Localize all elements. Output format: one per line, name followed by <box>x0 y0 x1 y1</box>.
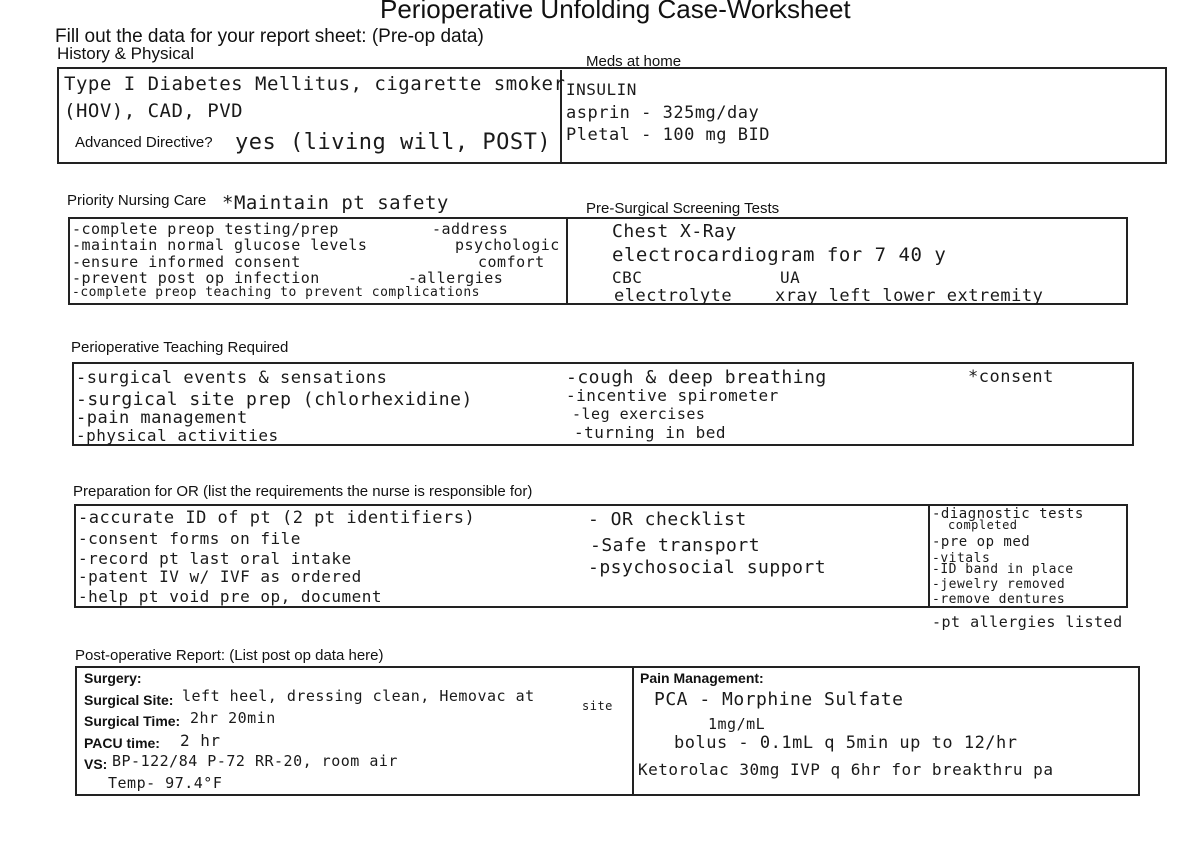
worksheet-title: Perioperative Unfolding Case-Worksheet <box>380 0 851 24</box>
history-line2: (HOV), CAD, PVD <box>64 100 244 122</box>
or-prep-divider <box>928 506 930 606</box>
screening-row2: electrocardiogram for 7 40 y <box>612 244 947 266</box>
pain-item: bolus - 0.1mL q 5min up to 12/hr <box>674 733 1018 753</box>
or-col3-item: -diagnostic tests <box>932 506 1084 522</box>
priority-header-note: *Maintain pt safety <box>222 192 449 214</box>
or-col2-item: - OR checklist <box>588 509 747 530</box>
time-label: Surgical Time: <box>84 713 181 729</box>
teaching-right-item: -leg exercises <box>572 405 706 423</box>
site-label: Surgical Site: <box>84 692 174 708</box>
med-item: INSULIN <box>566 80 637 99</box>
pacu-value: 2 hr <box>180 731 221 750</box>
priority-right-item: -address <box>432 220 509 238</box>
pain-item: PCA - Morphine Sulfate <box>654 689 904 710</box>
teaching-right-item: -cough & deep breathing <box>566 367 827 388</box>
teaching-left-item: -physical activities <box>76 426 279 445</box>
pacu-label: PACU time: <box>84 735 160 751</box>
screening-row4a: electrolyte <box>614 286 733 306</box>
or-col3-item: completed <box>948 518 1018 532</box>
surgery-label: Surgery: <box>84 670 142 686</box>
history-label: History & Physical <box>57 44 194 63</box>
teaching-left-item: -pain management <box>76 408 248 428</box>
or-col3-item: -vitals <box>932 551 991 566</box>
vs-value: BP-122/84 P-72 RR-20, room air <box>112 752 398 770</box>
screening-row3a: CBC <box>612 268 643 287</box>
screening-row1: Chest X-Ray <box>612 221 737 242</box>
postop-divider <box>632 668 634 794</box>
site-value: left heel, dressing clean, Hemovac at <box>182 687 535 705</box>
time-value: 2hr 20min <box>190 709 276 727</box>
priority-right-item: psychologic <box>455 236 560 254</box>
temp-value: Temp- 97.4°F <box>108 774 223 792</box>
priority-item: -complete preop teaching to prevent complications <box>72 285 481 300</box>
or-col3-item: -jewelry removed <box>932 577 1066 592</box>
or-col2-item: -Safe transport <box>590 535 761 556</box>
pain-item: 1mg/mL <box>708 715 766 733</box>
or-col3-item: -ID band in place <box>932 562 1074 577</box>
priority-right-item: comfort <box>478 253 545 271</box>
advanced-directive-value: yes (living will, POST) <box>235 130 552 155</box>
priority-label: Priority Nursing Care <box>67 192 207 209</box>
or-col3-item: -pre op med <box>932 534 1031 550</box>
or-prep-label: Preparation for OR (list the requirements the nurse is responsible for) <box>73 483 533 500</box>
or-col1-item: -accurate ID of pt (2 pt identifiers) <box>78 508 476 528</box>
med-item: Pletal - 100 mg BID <box>566 125 770 145</box>
pain-label: Pain Management: <box>640 670 764 686</box>
teaching-extra: *consent <box>968 367 1054 387</box>
meds-label: Meds at home <box>586 53 682 70</box>
or-col1-item: -patent IV w/ IVF as ordered <box>78 567 362 586</box>
teaching-left-item: -surgical events & sensations <box>76 368 388 388</box>
screening-row4b: xray left lower extremity <box>775 286 1044 306</box>
worksheet-subtitle: Fill out the data for your report sheet: (Pre-op data) <box>55 26 484 47</box>
priority-item: -prevent post op infection <box>72 269 320 287</box>
or-col1-item: -consent forms on file <box>78 529 301 548</box>
screening-row3b: UA <box>780 268 801 287</box>
priority-screening-divider <box>566 219 568 303</box>
vs-label: VS: <box>84 756 108 772</box>
screening-label: Pre-Surgical Screening Tests <box>586 200 780 217</box>
advanced-directive-label: Advanced Directive? <box>75 134 213 151</box>
or-col1-item: -record pt last oral intake <box>78 549 352 568</box>
or-col1-item: -help pt void pre op, document <box>78 587 382 606</box>
teaching-right-item: -incentive spirometer <box>566 386 779 405</box>
postop-label: Post-operative Report: (List post op data here) <box>75 647 384 664</box>
priority-right-item: -allergies <box>408 269 504 287</box>
site-value-2: site <box>582 699 613 713</box>
teaching-label: Perioperative Teaching Required <box>71 339 289 356</box>
teaching-left-item: -surgical site prep (chlorhexidine) <box>76 389 473 410</box>
or-col2-item: -psychosocial support <box>588 557 827 578</box>
priority-item: -maintain normal glucose levels <box>72 236 368 254</box>
priority-item: -ensure informed consent <box>72 253 301 271</box>
teaching-right-item: -turning in bed <box>574 423 726 442</box>
med-item: asprin - 325mg/day <box>566 103 760 123</box>
history-line1: Type I Diabetes Mellitus, cigarette smoker <box>64 73 566 95</box>
priority-item: -complete preop testing/prep <box>72 220 339 238</box>
or-outside-note: -pt allergies listed <box>932 613 1123 631</box>
or-col3-item: -remove dentures <box>932 592 1066 607</box>
pain-item: Ketorolac 30mg IVP q 6hr for breakthru pa <box>638 760 1054 779</box>
